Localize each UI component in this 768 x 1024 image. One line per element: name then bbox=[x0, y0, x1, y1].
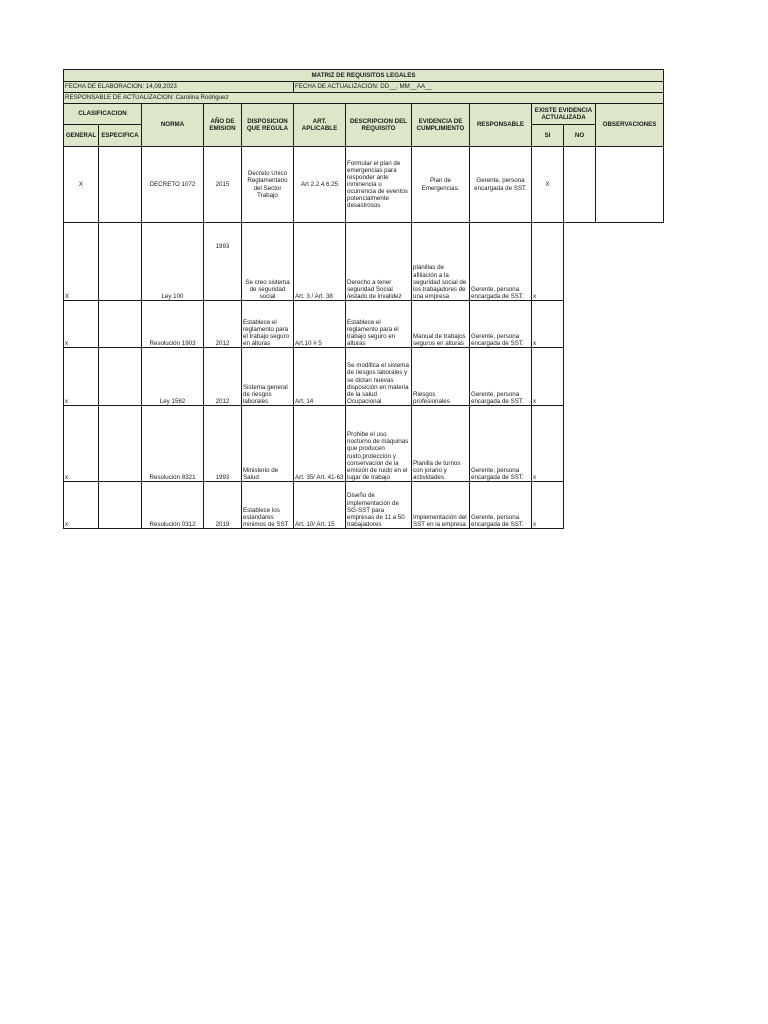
cell-si: x bbox=[532, 301, 564, 348]
fecha-actualizacion: FECHA DE ACTUALIZACION: DD__, MM__AA__ bbox=[294, 82, 664, 93]
cell-disposicion: Establece el reglamento para el trabajo seguro en alturas bbox=[242, 301, 294, 348]
cell-general: x bbox=[64, 301, 99, 348]
cell-anio: 2012 bbox=[204, 348, 242, 406]
cell-disposicion: Ministerio de Salud bbox=[242, 406, 294, 482]
table-row bbox=[64, 482, 664, 529]
cell-observaciones bbox=[596, 147, 664, 223]
header-art-aplicable: ART. APLICABLE bbox=[294, 104, 346, 147]
header-no: NO bbox=[564, 125, 596, 147]
cell-responsable: Gerente, persona encargada de SST. bbox=[470, 348, 532, 406]
cell-art: Art. 35/ Art. 41-63 bbox=[294, 406, 346, 482]
cell-anio: 1993 bbox=[204, 223, 242, 301]
cell-descripcion: Formular el plan de emergencias para responder ante inminencia u ocurrencia de eventos potencialmente desastrosos bbox=[346, 147, 412, 223]
header-responsable: RESPONSABLE bbox=[470, 104, 532, 147]
cell-si: x bbox=[532, 348, 564, 406]
cell-anio: 1993 bbox=[204, 406, 242, 482]
cell-especifica bbox=[99, 482, 142, 529]
cell-norma: Resolución 1903 bbox=[142, 301, 204, 348]
cell-art: Art.10 # 5 bbox=[294, 301, 346, 348]
cell-si: x bbox=[532, 482, 564, 529]
header-anio: AÑO DE EMISION bbox=[204, 104, 242, 147]
cell-disposicion: Establece los estandares minimos de SST bbox=[242, 482, 294, 529]
cell-norma: Resolución 0312 bbox=[142, 482, 204, 529]
header-general: GENERAL bbox=[64, 125, 99, 147]
cell-disposicion: Se creo sistema de seguridad social bbox=[242, 223, 294, 301]
cell-no bbox=[564, 147, 596, 223]
legal-requirements-table bbox=[63, 69, 664, 529]
cell-general: X bbox=[64, 223, 99, 301]
cell-si: X bbox=[532, 147, 564, 223]
table-row bbox=[64, 301, 664, 348]
cell-general: x bbox=[64, 482, 99, 529]
cell-norma: DECRETO 1072 bbox=[142, 147, 204, 223]
cell-norma: Ley 100 bbox=[142, 223, 204, 301]
cell-descripcion: Derecho a tener seguridad Social /estado de invalidez bbox=[346, 223, 412, 301]
cell-responsable: Gerente, persona encargada de SST. bbox=[470, 147, 532, 223]
cell-especifica bbox=[99, 223, 142, 301]
cell-norma: Ley 1562 bbox=[142, 348, 204, 406]
cell-responsable: Gerente, persona encargada de SST. bbox=[470, 223, 532, 301]
cell-anio: 2019 bbox=[204, 482, 242, 529]
cell-responsable: Gerente, persona encargada de SST. bbox=[470, 301, 532, 348]
cell-descripcion: Prohibe el uso nocturno de máquinas que producen ruido,protección y conservación de la emisión de ruido en el lugar de trabajo bbox=[346, 406, 412, 482]
cell-si: x bbox=[532, 223, 564, 301]
cell-general: x bbox=[64, 406, 99, 482]
header-descripcion: DESCRIPCION DEL REQUISITO bbox=[346, 104, 412, 147]
header-especifica: ESPECIFICA bbox=[99, 125, 142, 147]
table-row bbox=[64, 406, 664, 482]
cell-art: Art. 10/ Art. 15 bbox=[294, 482, 346, 529]
header-disposicion: DISPOSICION QUE REGULA bbox=[242, 104, 294, 147]
header-existe-evidencia: EXISTE EVIDENCIA ACTUALIZADA bbox=[532, 104, 596, 125]
cell-art: Art. 14 bbox=[294, 348, 346, 406]
cell-art: Art. 3 / Art. 38 bbox=[294, 223, 346, 301]
cell-evidencia: Plan de Emergencias. bbox=[412, 147, 470, 223]
cell-general: X bbox=[64, 147, 99, 223]
cell-responsable: Gerente, persona encargada de SST. bbox=[470, 406, 532, 482]
table-row bbox=[64, 348, 664, 406]
header-norma: NORMA bbox=[142, 104, 204, 147]
cell-art: Art 2.2.4.6.25 bbox=[294, 147, 346, 223]
cell-evidencia: planillas de afiliación a la seguridad social de los trabajadores de una empresa bbox=[412, 223, 470, 301]
header-observaciones: OBSERVACIONES bbox=[596, 104, 664, 147]
cell-disposicion: Decreto Unico Reglamentario del Sector Trabajo bbox=[242, 147, 294, 223]
cell-evidencia: Planilla de turnos con jorario y actividades bbox=[412, 406, 470, 482]
cell-especifica bbox=[99, 147, 142, 223]
table-row bbox=[64, 223, 664, 301]
cell-evidencia: Manual de trabajos seguros en alturas bbox=[412, 301, 470, 348]
cell-evidencia: Riesgos profesionales bbox=[412, 348, 470, 406]
cell-anio: 2012 bbox=[204, 301, 242, 348]
cell-especifica bbox=[99, 406, 142, 482]
legal-requirements-sheet bbox=[63, 69, 664, 529]
cell-especifica bbox=[99, 301, 142, 348]
header-evidencia: EVIDENCIA DE CUMPLIMIENTO bbox=[412, 104, 470, 147]
cell-responsable: Gerente, persona encargada de SST. bbox=[470, 482, 532, 529]
cell-descripcion: Establece el reglamento para el trabajo seguro en alturas bbox=[346, 301, 412, 348]
header-clasificacion: CLASIFICACION bbox=[64, 104, 142, 125]
cell-evidencia: Implementación del SST en la empresa bbox=[412, 482, 470, 529]
cell-anio: 2015 bbox=[204, 147, 242, 223]
responsable-actualizacion: RESPONSABLE DE ACTUALIZACION: Carolina Rodriguez bbox=[64, 93, 664, 104]
cell-descripcion: Se modifica el sistema de riesgos laborales y se dictan nuevas disposición en materia de la salud Ocupacional bbox=[346, 348, 412, 406]
sheet-title: MATRIZ DE REQUISITOS LEGALES bbox=[64, 70, 664, 82]
table-row bbox=[64, 147, 664, 223]
cell-si: x bbox=[532, 406, 564, 482]
cell-disposicion: Sistema general de riesgos laborales bbox=[242, 348, 294, 406]
cell-especifica bbox=[99, 348, 142, 406]
fecha-elaboracion: FECHA DE ELABORACION: 14,09,2023 bbox=[64, 82, 294, 93]
cell-descripcion: Diseño de implementación de SG-SST para empresas de 11 a 50 trabajadores bbox=[346, 482, 412, 529]
cell-general: x bbox=[64, 348, 99, 406]
header-si: SI bbox=[532, 125, 564, 147]
cell-norma: Resolución 8321 bbox=[142, 406, 204, 482]
